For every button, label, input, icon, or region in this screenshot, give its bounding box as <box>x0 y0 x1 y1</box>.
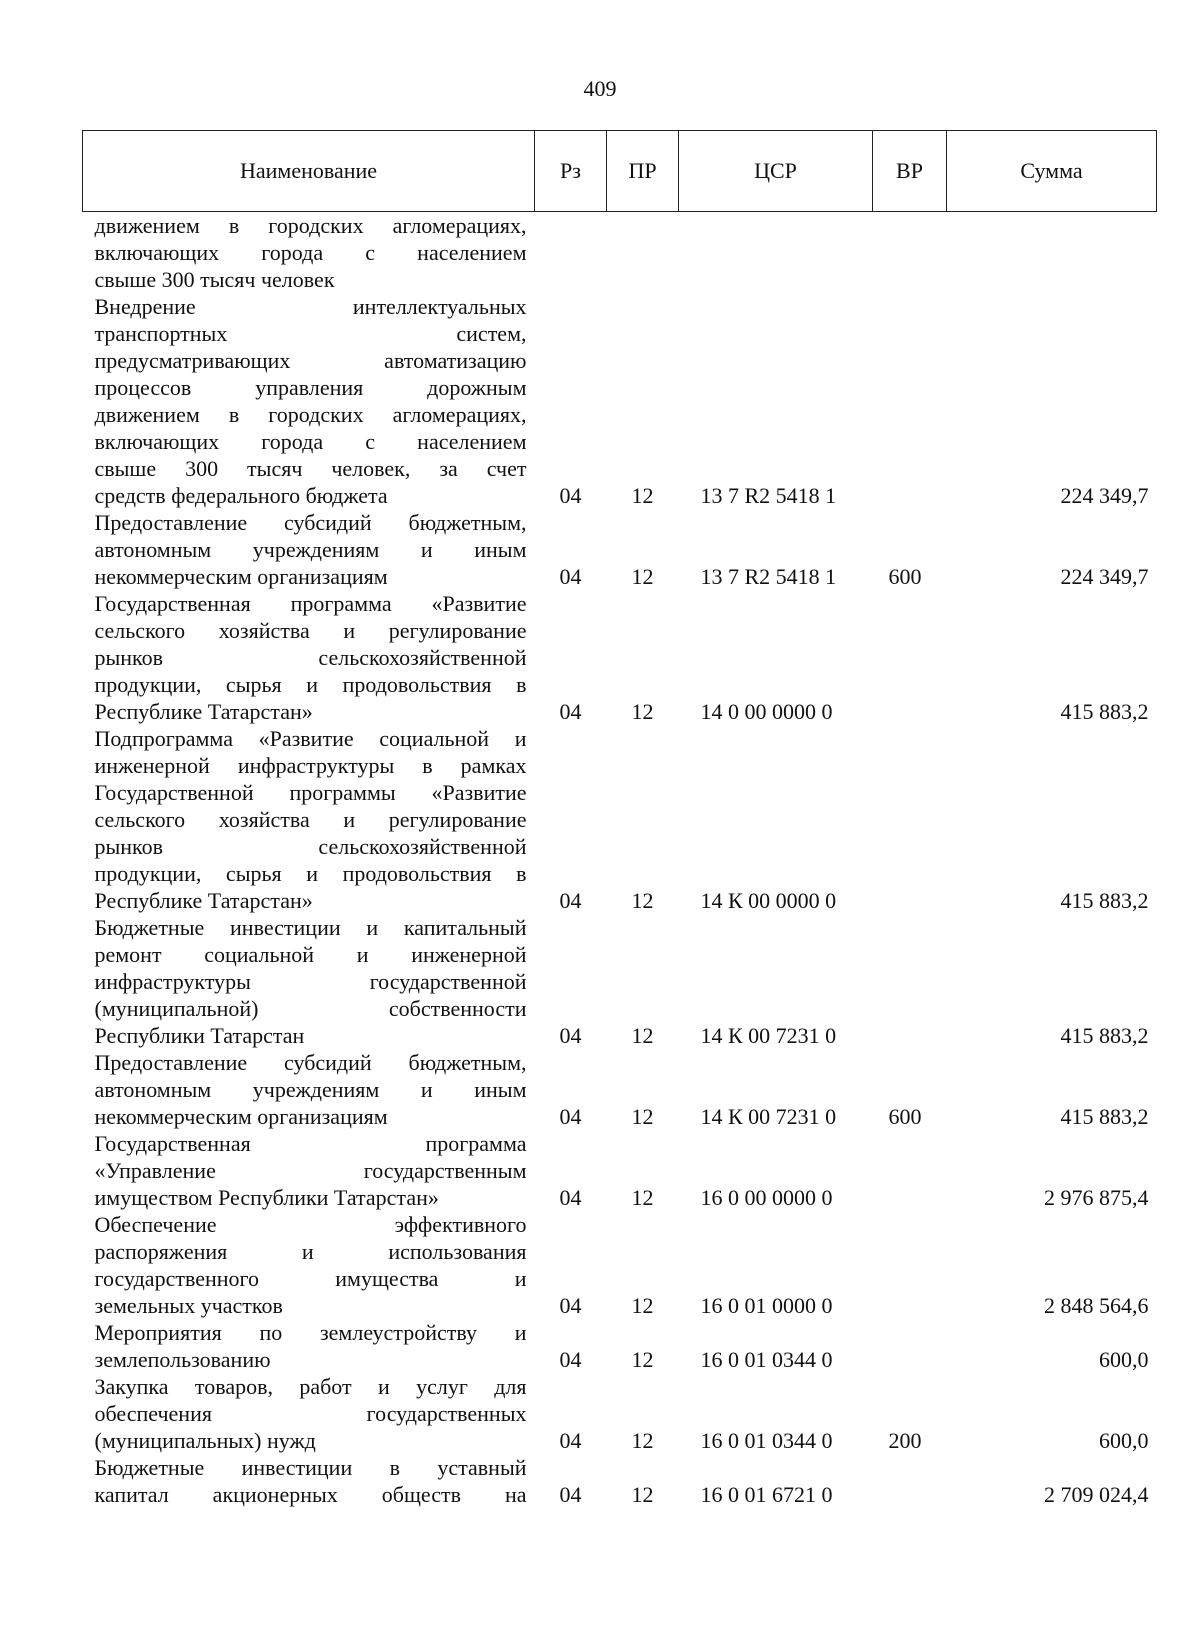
row-vr: 600 <box>888 564 922 589</box>
row-name <box>83 1454 535 1508</box>
row-name-line: имуществом Республики Татарстан» <box>94 1185 439 1210</box>
row-name <box>83 212 535 294</box>
row-vr <box>873 293 947 509</box>
row-name-line: Внедрение интеллектуальных <box>94 294 527 319</box>
row-rz <box>535 212 607 294</box>
header-rz: Рз <box>535 131 607 212</box>
row-name <box>83 590 535 725</box>
row-name <box>83 1373 535 1454</box>
row-csr: 14 К 00 7231 0 <box>700 1023 837 1048</box>
row-name-line: Обеспечение эффективного <box>94 1212 527 1237</box>
row-name-line: Предоставление субсидий бюджетным, <box>94 1050 527 1075</box>
row-name-line: некоммерческим организациям <box>94 564 388 589</box>
table-row <box>83 725 1157 914</box>
row-sum: 415 883,2 <box>1060 888 1149 913</box>
row-pr: 12 <box>631 1428 654 1453</box>
table-row <box>83 1211 1157 1319</box>
row-pr <box>607 212 679 294</box>
row-name-line: включающих города с населением <box>94 240 527 265</box>
row-name-line: инфраструктуры государственной <box>94 969 527 994</box>
row-sum: 600,0 <box>1099 1428 1149 1453</box>
row-name-line: процессов управления дорожным <box>94 375 527 400</box>
row-name-line: Бюджетные инвестиции и капитальный <box>94 915 527 940</box>
row-vr <box>873 212 947 294</box>
table-row <box>83 914 1157 1049</box>
row-pr: 12 <box>631 888 654 913</box>
row-name-line: автономным учреждениям и иным <box>94 537 527 562</box>
row-csr: 16 0 01 6721 0 <box>700 1482 833 1507</box>
row-pr: 12 <box>631 699 654 724</box>
row-name-line: Государственная программа <box>94 1131 527 1156</box>
row-vr <box>873 590 947 725</box>
row-csr: 14 0 00 0000 0 <box>700 699 833 724</box>
header-pr: ПР <box>607 131 679 212</box>
row-rz: 04 <box>559 1104 582 1129</box>
row-name <box>83 1049 535 1130</box>
table-row <box>83 1049 1157 1130</box>
row-vr <box>873 725 947 914</box>
row-name-line: Мероприятия по землеустройству и <box>94 1320 527 1345</box>
row-sum: 224 349,7 <box>1060 483 1149 508</box>
row-sum: 2 848 564,6 <box>1044 1293 1149 1318</box>
row-rz: 04 <box>559 1293 582 1318</box>
row-name-line: государственного имущества и <box>94 1266 527 1291</box>
row-pr: 12 <box>631 483 654 508</box>
row-name-line: Предоставление субсидий бюджетным, <box>94 510 527 535</box>
row-vr <box>873 1319 947 1373</box>
row-csr: 16 0 01 0344 0 <box>700 1347 833 1372</box>
row-name-line: Закупка товаров, работ и услуг для <box>94 1374 527 1399</box>
row-vr <box>873 1211 947 1319</box>
table-row <box>83 1130 1157 1211</box>
row-rz: 04 <box>559 483 582 508</box>
table-row <box>83 293 1157 509</box>
row-name-line: средств федерального бюджета <box>94 483 388 508</box>
row-name-line: транспортных систем, <box>94 321 527 346</box>
row-vr: 200 <box>888 1428 922 1453</box>
row-pr: 12 <box>631 1293 654 1318</box>
row-vr <box>873 914 947 1049</box>
row-name <box>83 914 535 1049</box>
row-name-line: землепользованию <box>94 1347 271 1372</box>
table-header <box>83 131 1157 212</box>
row-name-line: (муниципальных) нужд <box>94 1428 316 1453</box>
row-name-line: включающих города с населением <box>94 429 527 454</box>
row-csr: 16 0 01 0344 0 <box>700 1428 833 1453</box>
row-rz: 04 <box>559 699 582 724</box>
row-name-line: сельского хозяйства и регулирование <box>94 807 527 832</box>
row-rz: 04 <box>559 1482 582 1507</box>
row-csr: 14 К 00 7231 0 <box>700 1104 837 1129</box>
row-pr: 12 <box>631 1482 654 1507</box>
row-vr <box>873 1454 947 1508</box>
row-name-line: Государственная программа «Развитие <box>94 591 527 616</box>
row-pr: 12 <box>631 1185 654 1210</box>
row-name-line: предусматривающих автоматизацию <box>94 348 527 373</box>
table-row <box>83 1373 1157 1454</box>
row-name <box>83 725 535 914</box>
table-row <box>83 509 1157 590</box>
row-name-line: «Управление государственным <box>94 1158 527 1183</box>
row-name-line: свыше 300 тысяч человек <box>94 267 335 292</box>
row-csr <box>679 212 873 294</box>
row-name-line: Республике Татарстан» <box>94 888 313 913</box>
row-name <box>83 1319 535 1373</box>
row-name-line: Государственной программы «Развитие <box>94 780 527 805</box>
row-csr: 16 0 01 0000 0 <box>700 1293 833 1318</box>
page-number: 409 <box>583 76 617 101</box>
row-rz: 04 <box>559 1428 582 1453</box>
table-row <box>83 590 1157 725</box>
row-name <box>83 509 535 590</box>
table-row <box>83 212 1157 294</box>
row-name-line: земельных участков <box>94 1293 283 1318</box>
row-rz: 04 <box>559 888 582 913</box>
row-name-line: автономным учреждениям и иным <box>94 1077 527 1102</box>
row-pr: 12 <box>631 1104 654 1129</box>
row-vr <box>873 1130 947 1211</box>
row-name-line: ремонт социальной и инженерной <box>94 942 527 967</box>
row-vr: 600 <box>888 1104 922 1129</box>
row-rz: 04 <box>559 1023 582 1048</box>
row-sum: 415 883,2 <box>1060 699 1149 724</box>
row-name-line: некоммерческим организациям <box>94 1104 388 1129</box>
row-sum: 415 883,2 <box>1060 1023 1149 1048</box>
table-row <box>83 1319 1157 1373</box>
row-name-line: движением в городских агломерациях, <box>94 402 527 427</box>
row-name-line: рынков сельскохозяйственной <box>94 834 527 859</box>
header-sum: Сумма <box>947 131 1157 212</box>
row-sum: 600,0 <box>1099 1347 1149 1372</box>
row-sum: 415 883,2 <box>1060 1104 1149 1129</box>
row-csr: 13 7 R2 5418 1 <box>700 483 837 508</box>
row-sum <box>947 212 1157 294</box>
row-name-line: Подпрограмма «Развитие социальной и <box>94 726 527 751</box>
header-csr: ЦСР <box>679 131 873 212</box>
row-name-line: Республике Татарстан» <box>94 699 313 724</box>
table-row <box>83 1454 1157 1508</box>
row-rz: 04 <box>559 564 582 589</box>
row-name-line: распоряжения и использования <box>94 1239 527 1264</box>
row-name <box>83 1211 535 1319</box>
row-rz: 04 <box>559 1347 582 1372</box>
row-name-line: Республики Татарстан <box>94 1023 305 1048</box>
header-vr: ВР <box>873 131 947 212</box>
row-name <box>83 293 535 509</box>
row-name-line: рынков сельскохозяйственной <box>94 645 527 670</box>
header-name: Наименование <box>83 131 535 212</box>
row-sum: 2 709 024,4 <box>1044 1482 1149 1507</box>
row-name-line: инженерной инфраструктуры в рамках <box>94 753 527 778</box>
row-name-line: продукции, сырья и продовольствия в <box>94 672 527 697</box>
row-csr: 14 К 00 0000 0 <box>700 888 837 913</box>
row-name-line: обеспечения государственных <box>94 1401 527 1426</box>
row-sum: 2 976 875,4 <box>1044 1185 1149 1210</box>
row-name-line: (муниципальной) собственности <box>94 996 527 1021</box>
row-csr: 16 0 00 0000 0 <box>700 1185 833 1210</box>
row-pr: 12 <box>631 564 654 589</box>
row-name-line: свыше 300 тысяч человек, за счет <box>94 456 527 481</box>
row-name-line: Бюджетные инвестиции в уставный <box>94 1455 527 1480</box>
row-pr: 12 <box>631 1023 654 1048</box>
row-rz: 04 <box>559 1185 582 1210</box>
row-name-line: капитал акционерных обществ на <box>94 1482 527 1507</box>
budget-table <box>82 130 1157 1508</box>
row-sum: 224 349,7 <box>1060 564 1149 589</box>
row-name-line: движением в городских агломерациях, <box>94 213 527 238</box>
row-pr: 12 <box>631 1347 654 1372</box>
table-body <box>83 212 1157 1509</box>
row-name <box>83 1130 535 1211</box>
row-name-line: продукции, сырья и продовольствия в <box>94 861 527 886</box>
row-name-line: сельского хозяйства и регулирование <box>94 618 527 643</box>
row-csr: 13 7 R2 5418 1 <box>700 564 837 589</box>
